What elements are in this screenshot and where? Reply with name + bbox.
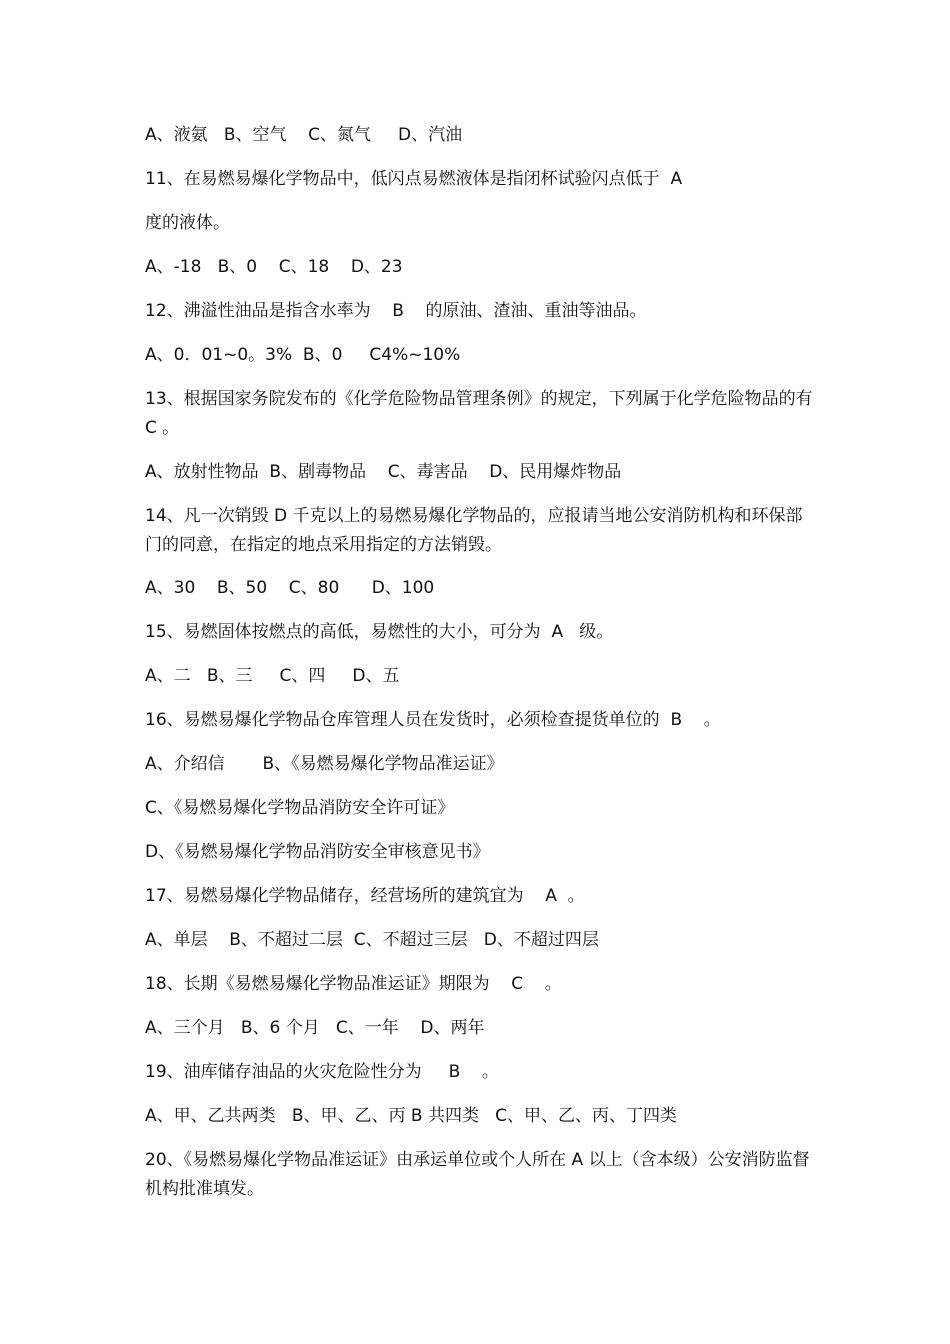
question-13: 13、根据国家务院发布的《化学危险物品管理条例》的规定，下列属于化学危险物品的有 C 。 xyxy=(145,389,813,438)
answer-options-12: A、0．01~0。3% B、0 C4%~10% xyxy=(145,345,461,365)
answer-options-17: A、单层 B、不超过二层 C、不超过三层 D、不超过四层 xyxy=(145,930,599,950)
answer-options-11: A、-18 B、0 C、18 D、23 xyxy=(145,257,403,277)
answer-option-16-c: C、《易燃易爆化学物品消防安全许可证》 xyxy=(145,798,455,818)
answer-option-16-ab: A、介绍信 B、《易燃易爆化学物品准运证》 xyxy=(145,754,504,774)
answer-options-13: A、放射性物品 B、剧毒物品 C、毒害品 D、民用爆炸物品 xyxy=(145,462,622,482)
question-17: 17、易燃易爆化学物品储存，经营场所的建筑宜为 A 。 xyxy=(145,886,585,906)
question-19: 19、油库储存油品的火灾危险性分为 B 。 xyxy=(145,1062,499,1082)
answer-option-16-d: D、《易燃易爆化学物品消防安全审核意见书》 xyxy=(145,842,490,862)
question-11: 11、在易燃易爆化学物品中，低闪点易燃液体是指闭杯试验闪点低于 A xyxy=(145,169,683,189)
question-20: 20、《易燃易爆化学物品准运证》由承运单位或个人所在 A 以上（含本级）公安消防监督机构批准填发。 xyxy=(145,1150,810,1199)
answer-options-19: A、甲、乙共两类 B、甲、乙、丙 B 共四类 C、甲、乙、丙、丁四类 xyxy=(145,1106,678,1126)
question-11-continued: 度的液体。 xyxy=(145,213,230,233)
question-16: 16、易燃易爆化学物品仓库管理人员在发货时，必须检查提货单位的 B 。 xyxy=(145,710,721,730)
question-15: 15、易燃固体按燃点的高低，易燃性的大小，可分为 A 级。 xyxy=(145,622,614,642)
question-14: 14、凡一次销毁 D 千克以上的易燃易爆化学物品的，应报请当地公安消防机构和环保部门的同意，在指定的地点采用指定的方法销毁。 xyxy=(145,506,803,555)
answer-options-14: A、30 B、50 C、80 D、100 xyxy=(145,578,435,598)
answer-options-15: A、二 B、三 C、四 D、五 xyxy=(145,666,400,686)
answer-options-10: A、液氨 B、空气 C、氮气 D、汽油 xyxy=(145,125,463,145)
question-12: 12、沸溢性油品是指含水率为 B 的原油、渣油、重油等油品。 xyxy=(145,301,647,321)
question-18: 18、长期《易燃易爆化学物品准运证》期限为 C 。 xyxy=(145,974,562,994)
answer-options-18: A、三个月 B、6 个月 C、一年 D、两年 xyxy=(145,1018,485,1038)
